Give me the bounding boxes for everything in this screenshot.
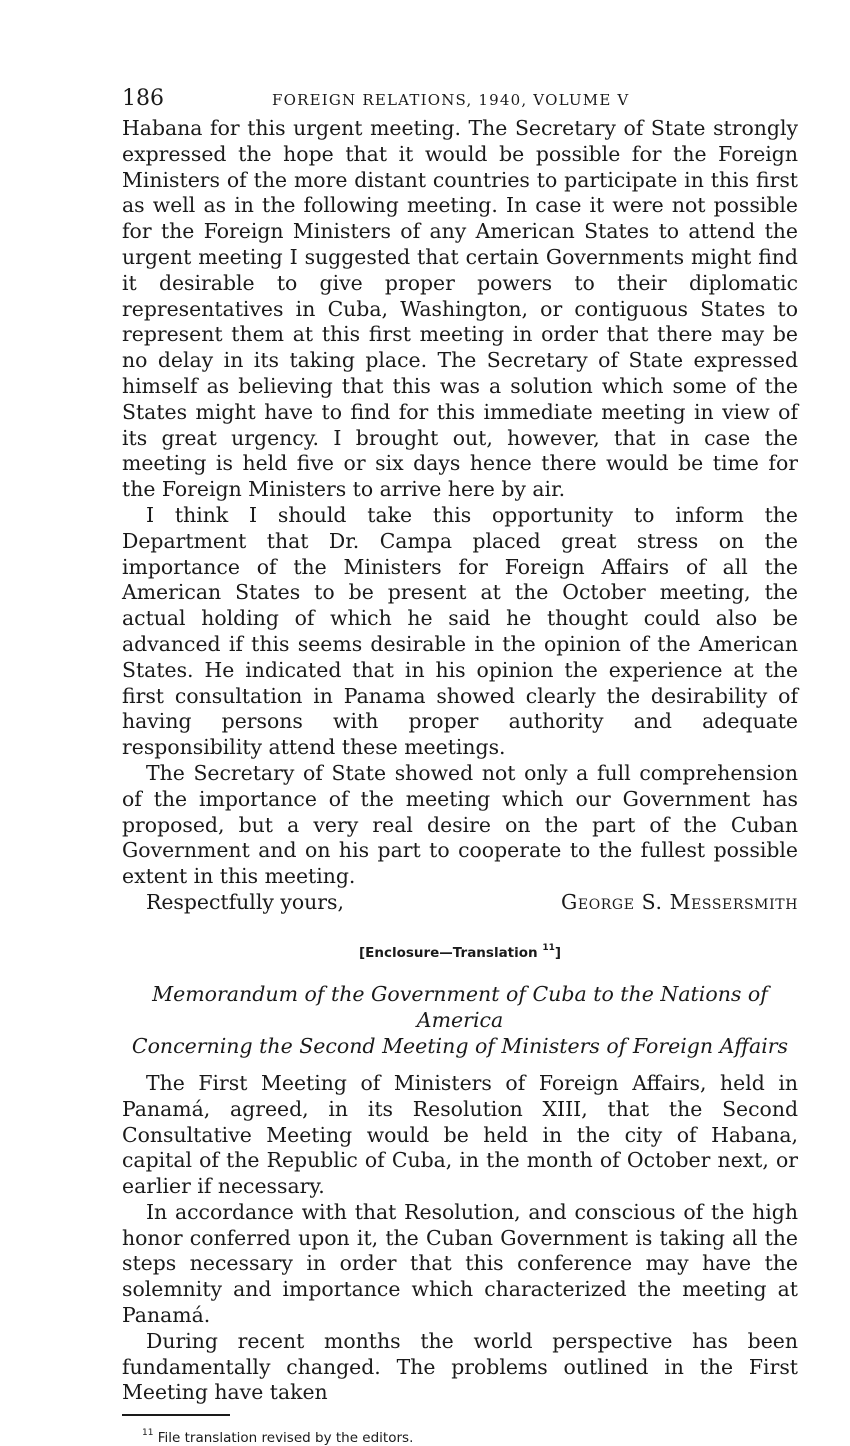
footnote-number: 11 bbox=[142, 1428, 154, 1439]
memorandum-title-line: Memorandum of the Government of Cuba to the Nations of America bbox=[152, 981, 768, 1032]
letter-paragraph: I think I should take this opportunity to inform the Department that Dr. Campa placed great stress on the importance of the Ministers for Foreign Affairs of all the American States to be present at the October meeting, the actual holding of which he said he thought could also be advanced if this seems desirable in the opinion of the American States. He indicated that in his opinion the experience at the first consultation in Panama showed clearly the desirability of having persons with proper authority and adequate responsibility attend these meetings. bbox=[122, 502, 798, 760]
memorandum-paragraph: The First Meeting of Ministers of Foreign Affairs, held in Panamá, agreed, in its Resolution XIII, that the Second Consultative Meeting would be held in the city of Habana, capital of the Republic of Cuba, in the month of October next, or earlier if necessary. bbox=[122, 1070, 798, 1199]
closing: Respectfully yours, bbox=[146, 889, 344, 914]
memorandum-title bbox=[122, 981, 798, 1059]
memorandum-title-line: Concerning the Second Meeting of Ministers of Foreign Affairs bbox=[131, 1033, 789, 1058]
footnote bbox=[122, 1430, 798, 1446]
page-header bbox=[122, 86, 798, 116]
memorandum-paragraph: During recent months the world perspective has been fundamentally changed. The problems outlined in the First Meeting have taken bbox=[122, 1328, 798, 1405]
footnote-text: File translation revised by the editors. bbox=[157, 1430, 414, 1446]
letter-body bbox=[122, 116, 798, 916]
enclosure-close: ] bbox=[554, 944, 562, 961]
enclosure-label: [Enclosure—Translation bbox=[358, 944, 538, 961]
footnote-ref: 11 bbox=[542, 942, 555, 953]
enclosure-heading bbox=[122, 942, 798, 961]
running-head: FOREIGN RELATIONS, 1940, VOLUME V bbox=[272, 91, 630, 109]
document-page bbox=[122, 86, 798, 1446]
memorandum-body bbox=[122, 1071, 798, 1406]
signature: George S. Messersmith bbox=[560, 889, 798, 914]
letter-paragraph: The Secretary of State showed not only a full comprehension of the importance of the meeting which our Government has proposed, but a very real desire on the part of the Cuban Government and on his part to cooperate to the fullest possible extent in this meeting. bbox=[122, 760, 798, 889]
letter-paragraph: Habana for this urgent meeting. The Secretary of State strongly expressed the hope that it would be possible for the Foreign Ministers of the more distant countries to participate in this first as well as in the following meeting. In case it were not possible for the Foreign Ministers of any American States to attend the urgent meeting I suggested that certain Governments might find it desirable to give proper powers to their diplomatic representatives in Cuba, Washington, or contiguous States to represent them at this first meeting in order that there may be no delay in its taking place. The Secretary of State expressed himself as believing that this was a solution which some of the States might have to find for this immediate meeting in view of its great urgency. I brought out, however, that in case the meeting is held five or six days hence there would be time for the Foreign Ministers to arrive here by air. bbox=[122, 116, 798, 502]
signoff bbox=[122, 890, 798, 916]
page-number: 186 bbox=[122, 86, 164, 111]
footnote-divider bbox=[122, 1414, 230, 1416]
memorandum-paragraph: In accordance with that Resolution, and conscious of the high honor conferred upon it, the Cuban Government is taking all the steps necessary in order that this conference may have the solemnity and importance which characterized the meeting at Panamá. bbox=[122, 1199, 798, 1328]
